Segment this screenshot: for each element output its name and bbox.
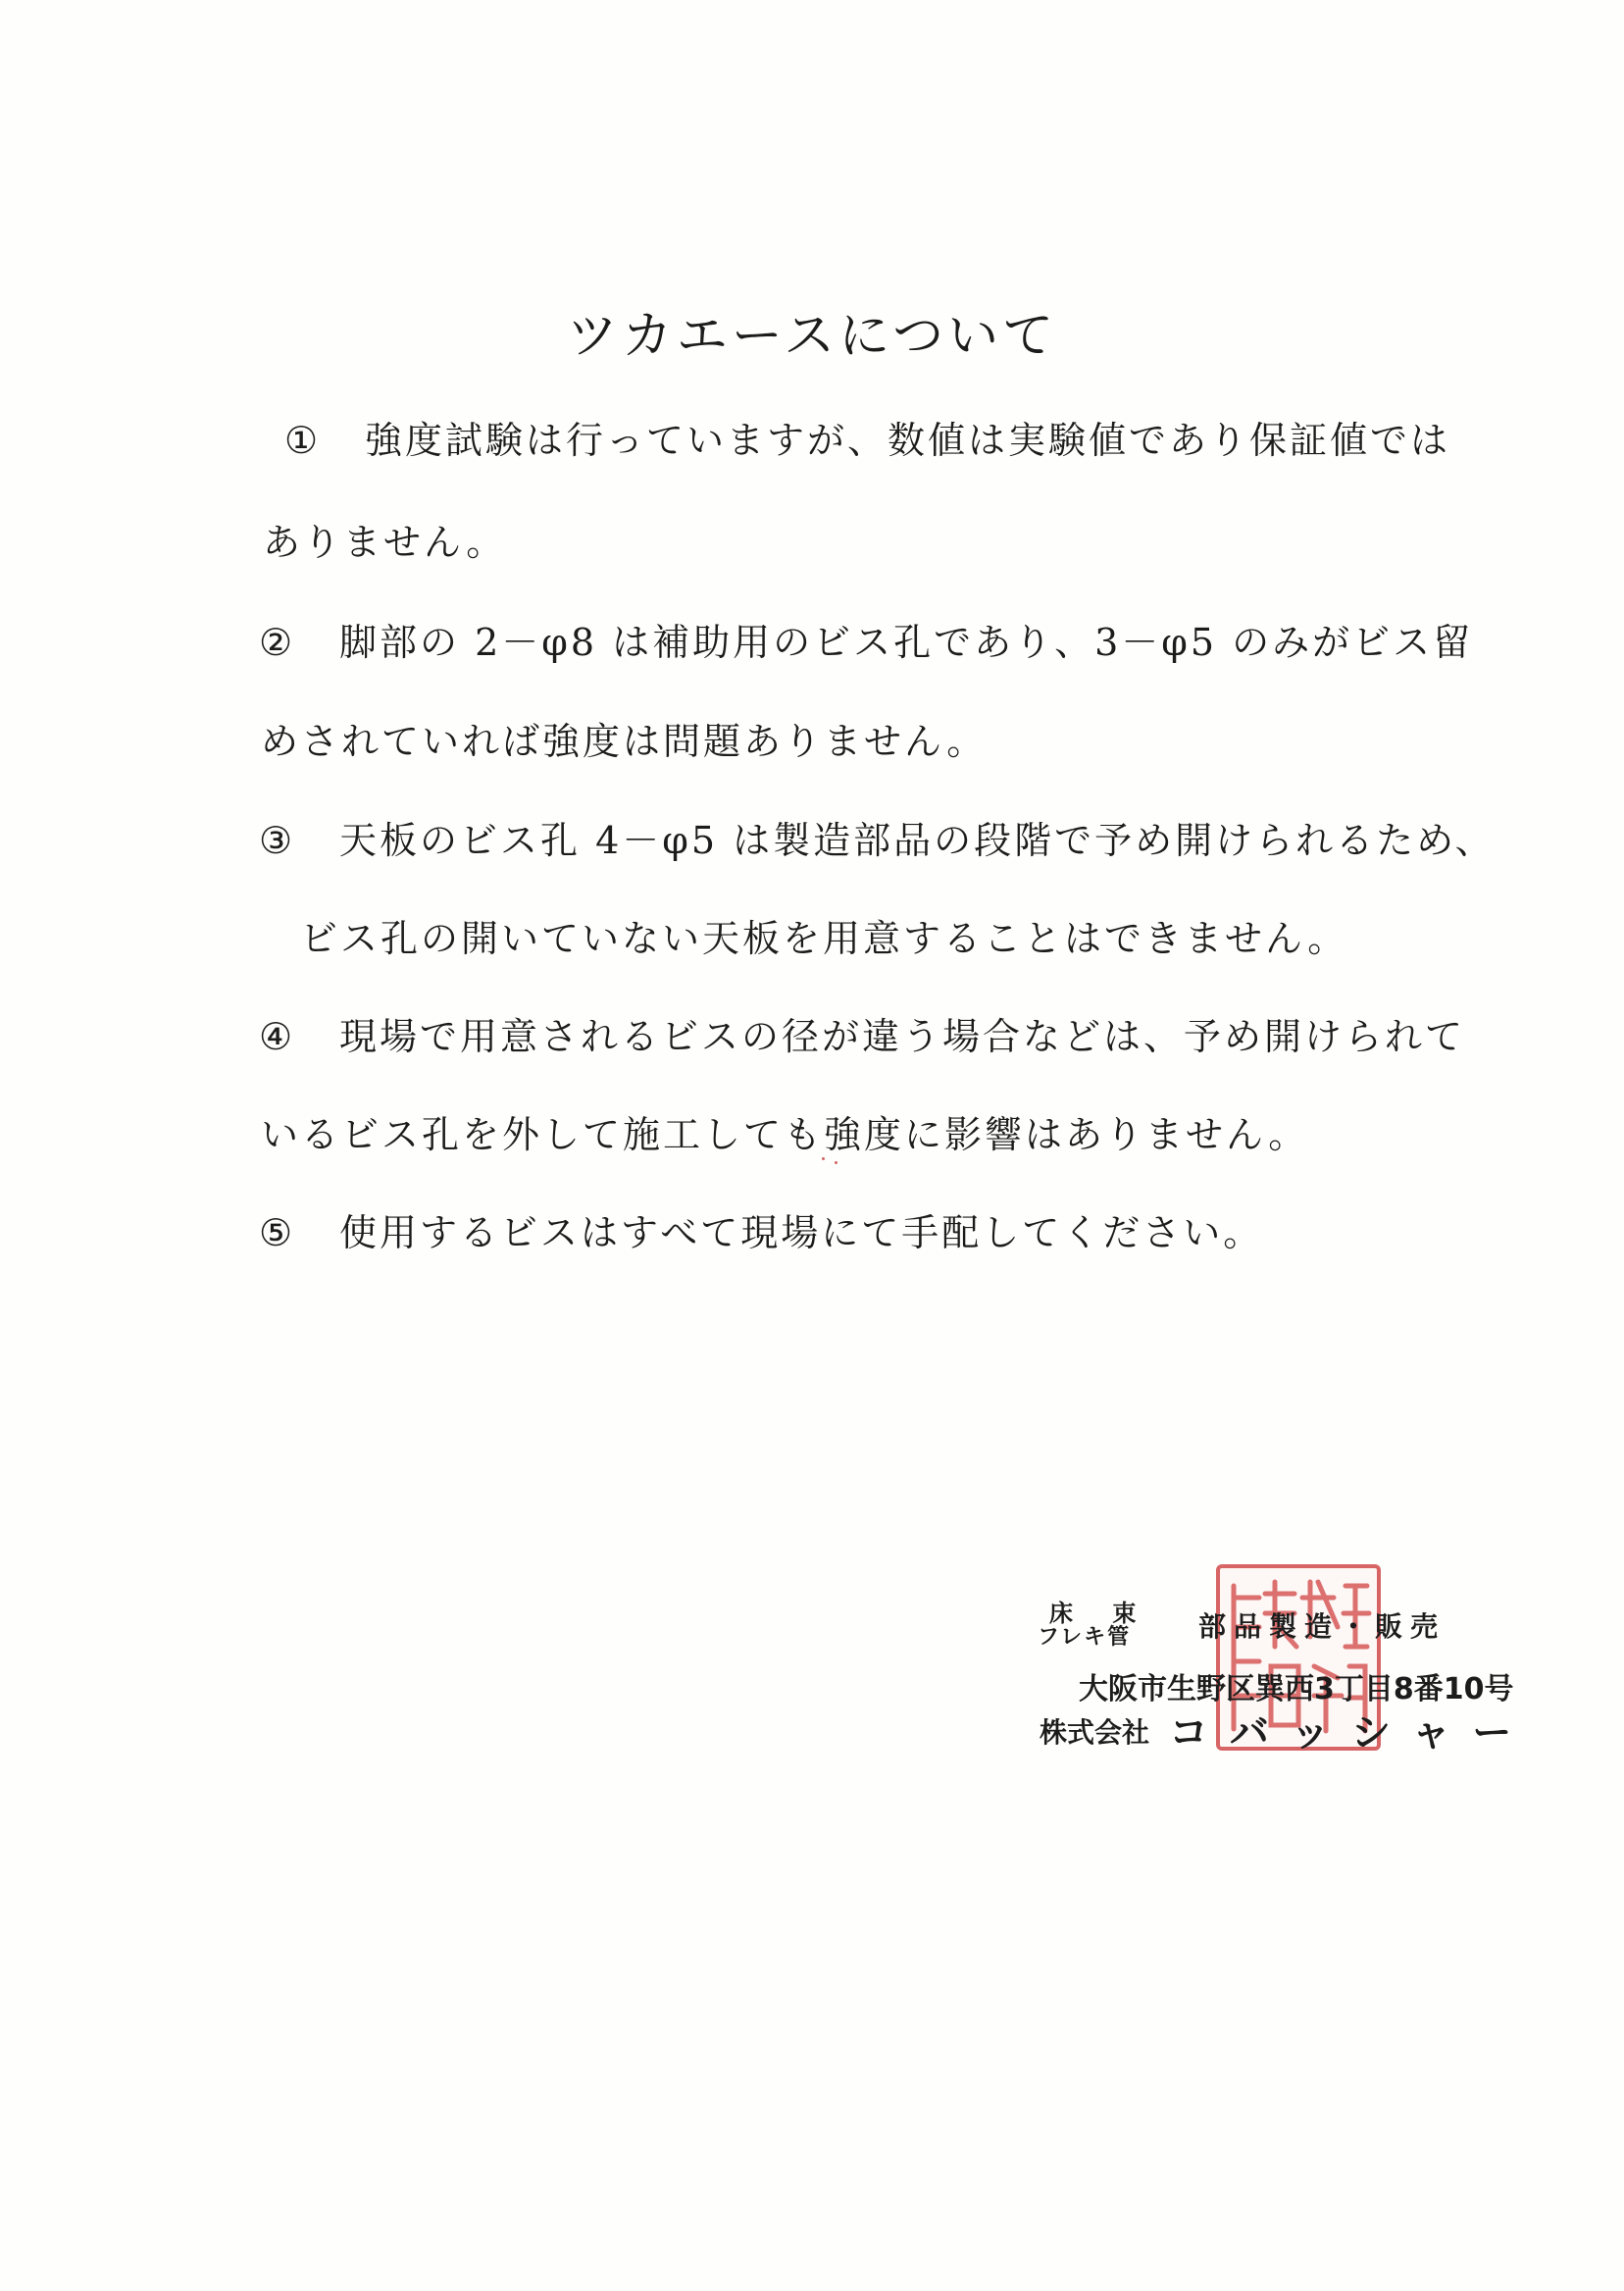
item-1-text: 強度試験は行っていますが、数値は実験値であり保証値では [365, 419, 1451, 462]
item-2-number: ② [259, 621, 296, 664]
company-address: 大阪市生野区巽西3丁目8番10号 [1079, 1672, 1514, 1706]
item-4-number: ④ [259, 1015, 296, 1058]
item-4-line-2: いるビス孔を外して施工しても強度に影響はありません。 [261, 1113, 1309, 1156]
ink-speck [835, 1161, 837, 1164]
item-2-line-2: めされていれば強度は問題ありません。 [261, 720, 988, 763]
document-title: ツカエースについて [566, 307, 1058, 366]
company-kabushiki-kaisha: 株式会社 [1040, 1716, 1150, 1749]
item-4-text: 現場で用意されるビスの径が違う場合などは、予め開けられて [339, 1015, 1466, 1058]
item-1-number: ① [284, 419, 322, 462]
item-3-text: 天板のビス孔 4－φ5 は製造部品の段階で予め開けられるため、 [339, 819, 1496, 862]
company-products-row-1: 床 束 [1049, 1600, 1152, 1627]
item-5-number: ⑤ [259, 1211, 296, 1254]
item-3-line-1 [259, 810, 1496, 864]
item-5-text: 使用するビスはすべて現場にて手配してください。 [339, 1211, 1264, 1254]
company-name: コバッシャー [1169, 1709, 1534, 1756]
item-2-text: 脚部の 2－φ8 は補助用のビス孔であり、3－φ5 のみがビス留 [339, 621, 1474, 664]
item-1-line-1 [284, 410, 1450, 464]
item-3-line-2: ビス孔の開いていない天板を用意することはできません。 [300, 917, 1348, 960]
company-business: 部品製造・販売 [1198, 1610, 1446, 1643]
ink-speck [822, 1157, 825, 1160]
item-2-line-1 [259, 612, 1473, 666]
company-products-row-2: フレキ管 [1038, 1625, 1132, 1650]
item-3-number: ③ [259, 819, 296, 862]
item-5-line-1 [259, 1202, 1263, 1256]
item-1-line-2: ありません。 [263, 521, 507, 564]
item-4-line-1 [259, 1006, 1465, 1060]
